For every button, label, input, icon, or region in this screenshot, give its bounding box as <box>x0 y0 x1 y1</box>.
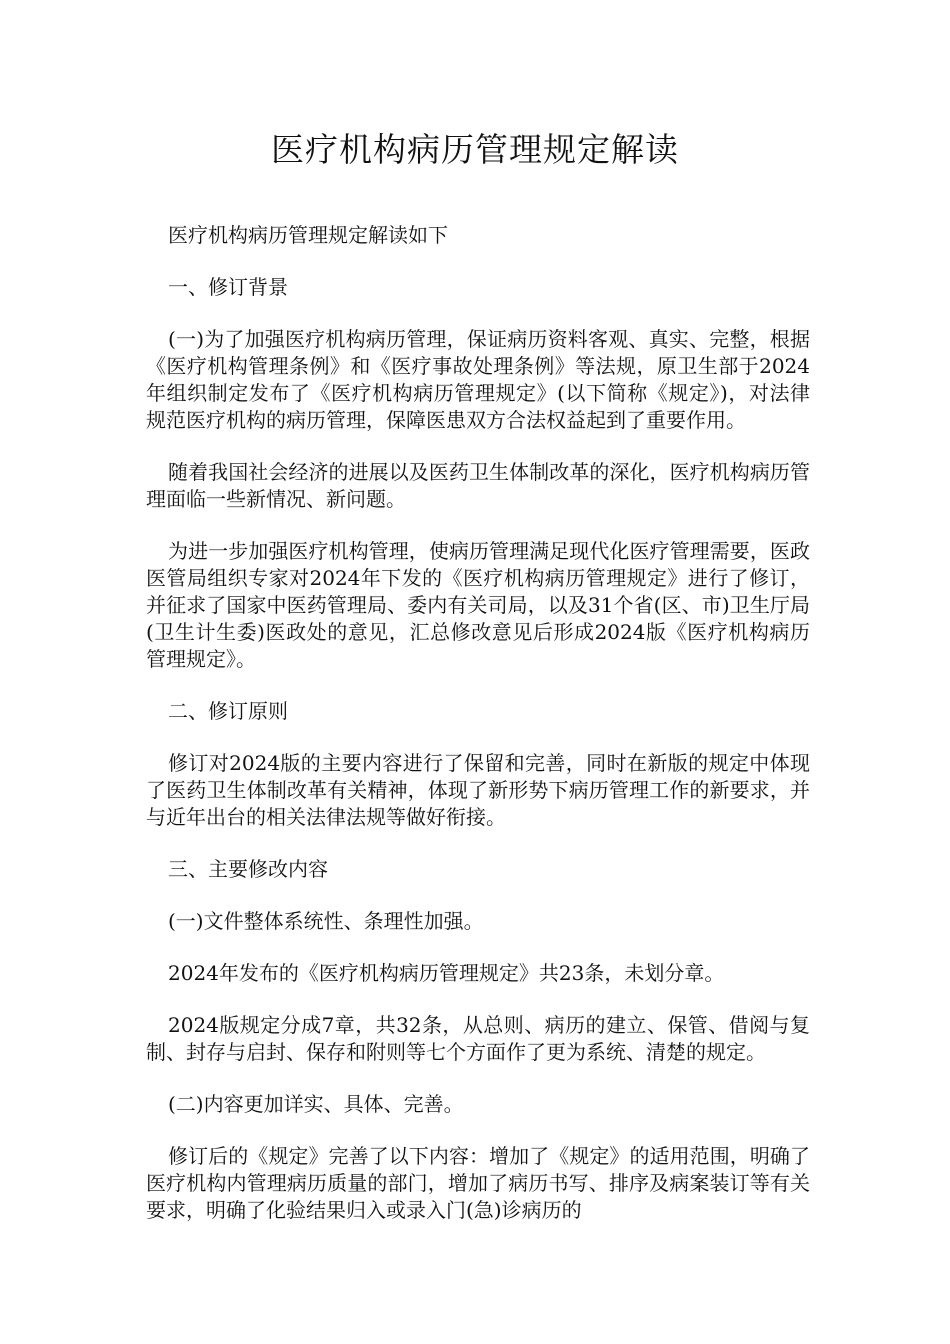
body-paragraph: (一)为了加强医疗机构病历管理，保证病历资料客观、真实、完整，根据《医疗机构管理条例》和《医疗事故处理条例》等法规，原卫生部于2024年组织制定发布了《医疗机构病历管理规定》(以下简称《规定》)，对法律规范医疗机构的病历管理，保障医患双方合法权益起到了重要作用。 <box>146 327 810 432</box>
subsection-heading: (一)文件整体系统性、条理性加强。 <box>168 909 484 933</box>
body-paragraph: 修订后的《规定》完善了以下内容：增加了《规定》的适用范围，明确了医疗机构内管理病历质量的部门，增加了病历书写、排序及病案装订等有关要求，明确了化验结果归入或录入门(急)诊病历的 <box>146 1144 810 1222</box>
document-title: 医疗机构病历管理规定解读 <box>271 130 679 169</box>
body-paragraph: 修订对2024版的主要内容进行了保留和完善，同时在新版的规定中体现了医药卫生体制改革有关精神，体现了新形势下病历管理工作的新要求，并与近年出台的相关法律法规等做好衔接。 <box>146 751 810 829</box>
section-heading-changes: 三、主要修改内容 <box>168 857 328 881</box>
section-heading-background: 一、修订背景 <box>168 275 288 299</box>
body-paragraph: 为进一步加强医疗机构管理，使病历管理满足现代化医疗管理需要，医政医管局组织专家对2024年下发的《医疗机构病历管理规定》进行了修订，并征求了国家中医药管理局、委内有关司局，以及31个省(区、市)卫生厅局(卫生计生委)医政处的意见，汇总修改意见后形成2024版《医疗机构病历管理规定》。 <box>146 539 810 671</box>
intro-paragraph: 医疗机构病历管理规定解读如下 <box>168 223 448 247</box>
subsection-heading: (二)内容更加详实、具体、完善。 <box>168 1092 464 1116</box>
body-paragraph: 随着我国社会经济的进展以及医药卫生体制改革的深化，医疗机构病历管理面临一些新情况、新问题。 <box>146 460 810 511</box>
section-heading-principles: 二、修订原则 <box>168 699 288 723</box>
body-paragraph: 2024版规定分成7章，共32条，从总则、病历的建立、保管、借阅与复制、封存与启封、保存和附则等七个方面作了更为系统、清楚的规定。 <box>146 1013 810 1064</box>
document-body <box>146 222 810 1249</box>
body-paragraph: 2024年发布的《医疗机构病历管理规定》共23条，未划分章。 <box>168 961 725 985</box>
